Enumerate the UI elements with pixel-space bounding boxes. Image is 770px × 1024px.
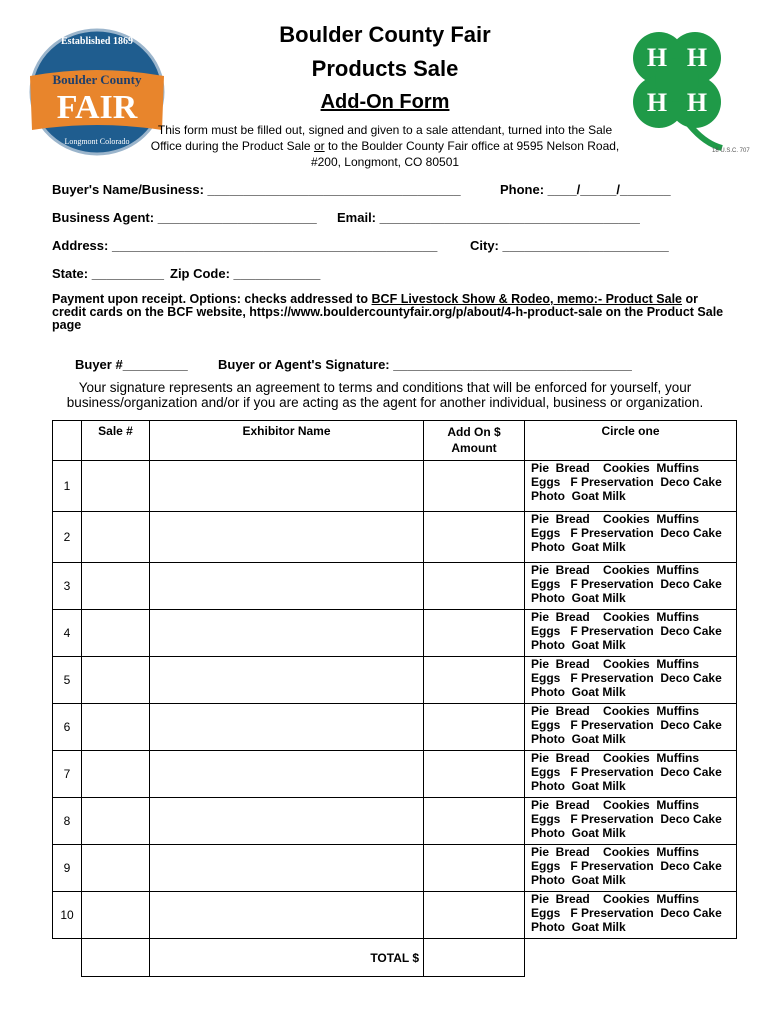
row-number: 4 [53, 610, 82, 657]
clover-mark: 18 U.S.C. 707 [712, 148, 750, 154]
table-row [53, 892, 737, 939]
logo-name2: FAIR [56, 89, 138, 126]
row-number: 5 [53, 657, 82, 704]
add-on-amount-cell[interactable] [424, 704, 525, 751]
table-row [53, 751, 737, 798]
options-line: Eggs F Preservation Deco Cake [531, 859, 722, 873]
row-number: 1 [53, 461, 82, 512]
options-line: Eggs F Preservation Deco Cake [531, 765, 722, 779]
product-options[interactable] [525, 563, 737, 610]
add-on-amount-cell[interactable] [424, 751, 525, 798]
payment-link[interactable]: BCF Livestock Show & Rodeo, memo:- Product Sale [371, 292, 682, 306]
total-amount-cell[interactable] [424, 939, 525, 977]
exhibitor-name-cell[interactable] [150, 610, 424, 657]
sale-number-cell[interactable] [82, 461, 150, 512]
header-sale-number: Sale # [82, 421, 150, 461]
sale-number-cell[interactable] [82, 563, 150, 610]
product-options[interactable] [525, 461, 737, 512]
table-row [53, 610, 737, 657]
table-row [53, 563, 737, 610]
options-line: Photo Goat Milk [531, 540, 626, 554]
table-row [53, 657, 737, 704]
product-options[interactable] [525, 845, 737, 892]
row-number: 3 [53, 563, 82, 610]
table-row [53, 798, 737, 845]
exhibitor-name-cell[interactable] [150, 704, 424, 751]
options-line: Eggs F Preservation Deco Cake [531, 475, 722, 489]
options-line: Photo Goat Milk [531, 732, 626, 746]
total-sale-cell [82, 939, 150, 977]
form-subtitle: Add-On Form [320, 91, 450, 113]
exhibitor-name-cell[interactable] [150, 563, 424, 610]
options-line: Photo Goat Milk [531, 873, 626, 887]
row-number: 8 [53, 798, 82, 845]
options-line: Photo Goat Milk [531, 826, 626, 840]
row-number: 10 [53, 892, 82, 939]
product-options[interactable] [525, 704, 737, 751]
intro-part1: This form must be filled out, signed and given to a sale attendant, turned into the Sale Office during the Product Sale [150, 123, 613, 153]
table-row [53, 845, 737, 892]
product-options[interactable] [525, 657, 737, 704]
sales-table [52, 420, 737, 977]
add-on-amount-cell[interactable] [424, 512, 525, 563]
options-line: Photo Goat Milk [531, 779, 626, 793]
options-line: Eggs F Preservation Deco Cake [531, 906, 722, 920]
row-number: 9 [53, 845, 82, 892]
intro-text [150, 122, 620, 170]
exhibitor-name-cell[interactable] [150, 845, 424, 892]
exhibitor-name-cell[interactable] [150, 798, 424, 845]
add-on-amount-cell[interactable] [424, 798, 525, 845]
add-on-amount-cell[interactable] [424, 845, 525, 892]
sale-number-cell[interactable] [82, 751, 150, 798]
clover-h-3: H [646, 88, 668, 117]
options-line: Pie Bread Cookies Muffins [531, 657, 700, 671]
zip-field[interactable]: Zip Code: ____________ [170, 266, 321, 281]
total-empty [525, 939, 737, 977]
buyer-number-field[interactable]: Buyer #_________ [75, 357, 188, 372]
exhibitor-name-cell[interactable] [150, 461, 424, 512]
sale-number-cell[interactable] [82, 512, 150, 563]
options-line: Photo Goat Milk [531, 920, 626, 934]
sale-number-cell[interactable] [82, 892, 150, 939]
sale-number-cell[interactable] [82, 657, 150, 704]
sale-number-cell[interactable] [82, 610, 150, 657]
table-row [53, 461, 737, 512]
add-on-amount-cell[interactable] [424, 610, 525, 657]
product-options[interactable] [525, 751, 737, 798]
exhibitor-name-cell[interactable] [150, 892, 424, 939]
buyer-name-field[interactable]: Buyer's Name/Business: ___________________________________ [52, 182, 461, 197]
phone-field[interactable]: Phone: ____/_____/_______ [500, 182, 671, 197]
header-exhibitor-name: Exhibitor Name [150, 421, 424, 461]
business-agent-field[interactable]: Business Agent: ______________________ [52, 210, 317, 225]
payment-instructions [52, 293, 732, 332]
options-line: Photo Goat Milk [531, 489, 626, 503]
logo-location: Longmont Colorado [64, 137, 130, 146]
product-options[interactable] [525, 892, 737, 939]
sale-number-cell[interactable] [82, 704, 150, 751]
options-line: Eggs F Preservation Deco Cake [531, 671, 722, 685]
payment-text1: Payment upon receipt. Options: checks addressed to [52, 292, 372, 306]
total-blank [53, 939, 82, 977]
logo-name1: Boulder County [52, 72, 142, 87]
options-line: Eggs F Preservation Deco Cake [531, 812, 722, 826]
row-number: 6 [53, 704, 82, 751]
options-line: Eggs F Preservation Deco Cake [531, 624, 722, 638]
add-on-amount-cell[interactable] [424, 461, 525, 512]
page-title-1: Boulder County Fair [279, 22, 491, 47]
options-line: Pie Bread Cookies Muffins [531, 751, 700, 765]
header-add-on-amount: Add On $ Amount [424, 421, 525, 461]
clover-h-4: H [686, 88, 708, 117]
add-on-amount-cell[interactable] [424, 892, 525, 939]
state-field[interactable]: State: __________ [52, 266, 165, 281]
table-row [53, 704, 737, 751]
email-field[interactable]: Email: ____________________________________ [337, 210, 640, 225]
intro-part2: to the Boulder County Fair office at 9595 Nelson Road, #200, Longmont, CO 80501 [310, 139, 620, 169]
options-line: Pie Bread Cookies Muffins [531, 798, 700, 812]
sale-number-cell[interactable] [82, 845, 150, 892]
product-options[interactable] [525, 512, 737, 563]
clover-h-1: H [646, 43, 668, 72]
table-row [53, 512, 737, 563]
options-line: Eggs F Preservation Deco Cake [531, 526, 722, 540]
exhibitor-name-cell[interactable] [150, 512, 424, 563]
options-line: Pie Bread Cookies Muffins [531, 704, 700, 718]
address-field[interactable]: Address: _____________________________________________ [52, 238, 438, 253]
payment-text2: or credit cards on the BCF website, https://www.bouldercountyfair.org/p/about/4-h-product-sale on the Product Sale page [52, 292, 724, 332]
add-on-amount-cell[interactable] [424, 563, 525, 610]
exhibitor-name-cell[interactable] [150, 657, 424, 704]
options-line: Pie Bread Cookies Muffins [531, 892, 700, 906]
clover-h-2: H [686, 43, 708, 72]
sale-number-cell[interactable] [82, 798, 150, 845]
options-line: Pie Bread Cookies Muffins [531, 512, 700, 526]
options-line: Photo Goat Milk [531, 591, 626, 605]
agreement-text: Your signature represents an agreement to terms and conditions that will be enforced for yourself, your business/organization and/or if you are acting as the agent for another individual, business or organization. [66, 380, 704, 410]
row-number: 7 [53, 751, 82, 798]
product-options[interactable] [525, 610, 737, 657]
row-number: 2 [53, 512, 82, 563]
options-line: Pie Bread Cookies Muffins [531, 563, 700, 577]
page-title-2: Products Sale [311, 56, 459, 81]
options-line: Pie Bread Cookies Muffins [531, 610, 700, 624]
add-on-amount-cell[interactable] [424, 657, 525, 704]
options-line: Pie Bread Cookies Muffins [531, 461, 700, 475]
header-blank [53, 421, 82, 461]
options-line: Pie Bread Cookies Muffins [531, 845, 700, 859]
intro-or: or [313, 139, 325, 153]
options-line: Eggs F Preservation Deco Cake [531, 718, 722, 732]
logo-established: Established 1869 [61, 36, 133, 47]
header-circle-one: Circle one [525, 421, 737, 461]
options-line: Photo Goat Milk [531, 685, 626, 699]
signature-field[interactable]: Buyer or Agent's Signature: _________________________________ [218, 357, 632, 372]
total-label: TOTAL $ [150, 939, 424, 977]
exhibitor-name-cell[interactable] [150, 751, 424, 798]
city-field[interactable]: City: _______________________ [470, 238, 669, 253]
options-line: Eggs F Preservation Deco Cake [531, 577, 722, 591]
product-options[interactable] [525, 798, 737, 845]
options-line: Photo Goat Milk [531, 638, 626, 652]
